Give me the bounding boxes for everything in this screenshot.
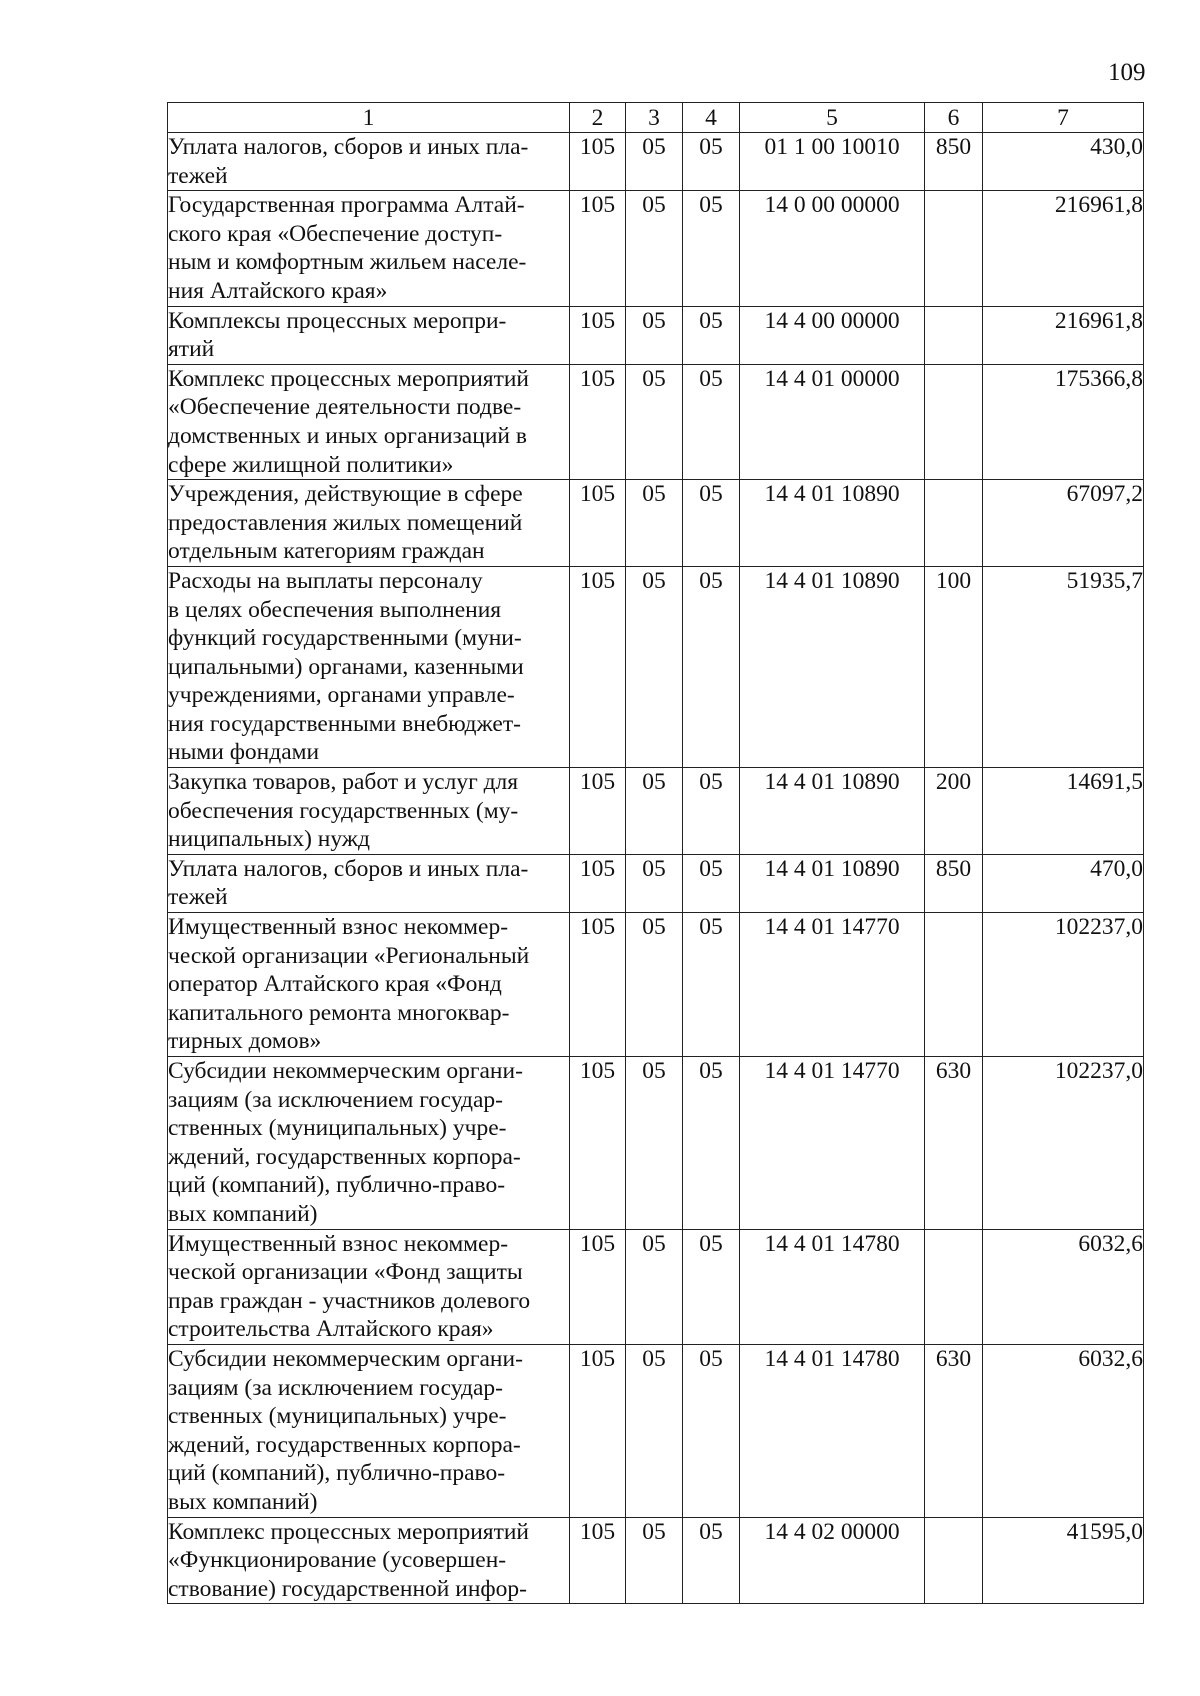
table-body	[168, 133, 1144, 1604]
ministry-code: 105	[570, 133, 626, 191]
expense-type-code	[925, 191, 983, 306]
ministry-code: 105	[570, 566, 626, 767]
expense-name-line: вых компаний)	[168, 1488, 318, 1515]
expense-name	[168, 133, 570, 191]
table-row	[168, 566, 1144, 767]
table-row	[168, 480, 1144, 567]
expense-name-line: ятий	[168, 336, 215, 363]
expense-name-line: сфере жилищной политики»	[168, 451, 454, 478]
expense-name	[168, 854, 570, 912]
table-row	[168, 768, 1144, 855]
target-article-code: 01 1 00 10010	[740, 133, 925, 191]
table-row	[168, 854, 1144, 912]
amount-value: 175366,8	[983, 364, 1144, 479]
expense-name-line: ствование) государственной инфор-	[168, 1575, 527, 1602]
expense-name-line: оператор Алтайского края «Фонд	[168, 971, 502, 998]
amount-value: 14691,5	[983, 768, 1144, 855]
expense-name-line: обеспечения государственных (му-	[168, 797, 519, 824]
expense-name-line: ственных (муниципальных) учре-	[168, 1115, 507, 1142]
expense-name-line: зациям (за исключением государ-	[168, 1086, 503, 1113]
section-code: 05	[626, 480, 683, 567]
expense-name-line: ческой организации «Региональный	[168, 942, 530, 969]
subsection-code: 05	[683, 306, 740, 364]
table-row	[168, 1517, 1144, 1604]
expense-name-line: зациям (за исключением государ-	[168, 1374, 503, 1401]
expense-name-line: Уплата налогов, сборов и иных пла-	[168, 134, 529, 160]
section-code: 05	[626, 306, 683, 364]
ministry-code: 105	[570, 1517, 626, 1604]
page-number: 109	[1108, 59, 1146, 86]
subsection-code: 05	[683, 1057, 740, 1230]
expense-name-line: ций (компаний), публично-право-	[168, 1460, 506, 1487]
expense-name-line: прав граждан - участников долевого	[168, 1287, 531, 1314]
amount-value: 41595,0	[983, 1517, 1144, 1604]
expense-name-line: Уплата налогов, сборов и иных пла-	[168, 855, 529, 882]
expense-type-code	[925, 480, 983, 567]
expense-name	[168, 566, 570, 767]
expense-name-line: домственных и иных организаций в	[168, 422, 527, 449]
ministry-code: 105	[570, 913, 626, 1057]
expense-name	[168, 364, 570, 479]
expense-name	[168, 1057, 570, 1230]
subsection-code: 05	[683, 768, 740, 855]
section-code: 05	[626, 1229, 683, 1344]
expense-name-line: Комплексы процессных меропри-	[168, 307, 507, 334]
table-row	[168, 1229, 1144, 1344]
expense-name-line: «Обеспечение деятельности подве-	[168, 394, 522, 421]
ministry-code: 105	[570, 1229, 626, 1344]
subsection-code: 05	[683, 854, 740, 912]
target-article-code: 14 4 01 14780	[740, 1344, 925, 1517]
column-number-row	[168, 103, 1144, 133]
ministry-code: 105	[570, 768, 626, 855]
expense-name-line: Субсидии некоммерческим органи-	[168, 1058, 523, 1084]
column-header-6: 6	[925, 103, 983, 133]
target-article-code: 14 4 01 14780	[740, 1229, 925, 1344]
subsection-code: 05	[683, 480, 740, 567]
ministry-code: 105	[570, 191, 626, 306]
expense-type-code: 850	[925, 133, 983, 191]
expense-name-line: ждений, государственных корпора-	[168, 1143, 521, 1170]
section-code: 05	[626, 1057, 683, 1230]
section-code: 05	[626, 913, 683, 1057]
expense-name-line: ниципальных) нужд	[168, 826, 370, 853]
ministry-code: 105	[570, 364, 626, 479]
expense-name-line: ния государственными внебюджет-	[168, 710, 521, 737]
expense-name-line: Имущественный взнос некоммер-	[168, 914, 509, 941]
ministry-code: 105	[570, 480, 626, 567]
section-code: 05	[626, 1344, 683, 1517]
subsection-code: 05	[683, 1344, 740, 1517]
amount-value: 67097,2	[983, 480, 1144, 567]
expense-type-code	[925, 306, 983, 364]
expense-type-code: 850	[925, 854, 983, 912]
expense-name-line: ния Алтайского края»	[168, 277, 388, 304]
table-row	[168, 1057, 1144, 1230]
expense-name	[168, 1344, 570, 1517]
expense-name-line: капитального ремонта многоквар-	[168, 999, 510, 1026]
amount-value: 102237,0	[983, 1057, 1144, 1230]
section-code: 05	[626, 133, 683, 191]
expense-name	[168, 913, 570, 1057]
expense-name-line: Государственная программа Алтай-	[168, 192, 525, 219]
target-article-code: 14 4 01 14770	[740, 1057, 925, 1230]
subsection-code: 05	[683, 191, 740, 306]
amount-value: 6032,6	[983, 1344, 1144, 1517]
expense-name-line: ственных (муниципальных) учре-	[168, 1403, 507, 1430]
expense-name-line: Субсидии некоммерческим органи-	[168, 1345, 523, 1372]
subsection-code: 05	[683, 1517, 740, 1604]
expense-type-code	[925, 1517, 983, 1604]
expense-name-line: тежей	[168, 884, 228, 911]
amount-value: 216961,8	[983, 306, 1144, 364]
target-article-code: 14 4 01 10890	[740, 854, 925, 912]
expense-type-code: 200	[925, 768, 983, 855]
section-code: 05	[626, 854, 683, 912]
ministry-code: 105	[570, 1057, 626, 1230]
table-row	[168, 133, 1144, 191]
expense-name	[168, 768, 570, 855]
expense-name	[168, 306, 570, 364]
expense-type-code	[925, 364, 983, 479]
table-row	[168, 191, 1144, 306]
expense-name-line: Закупка товаров, работ и услуг для	[168, 769, 519, 796]
expense-name-line: Комплекс процессных мероприятий	[168, 1518, 530, 1545]
column-header-1: 1	[168, 103, 570, 133]
expense-name-line: вых компаний)	[168, 1200, 318, 1227]
expense-name-line: ского края «Обеспечение доступ-	[168, 220, 503, 247]
expense-name-line: ципальными) органами, казенными	[168, 653, 524, 680]
expense-name-line: Учреждения, действующие в сфере	[168, 481, 523, 508]
expense-name	[168, 1229, 570, 1344]
section-code: 05	[626, 191, 683, 306]
section-code: 05	[626, 1517, 683, 1604]
amount-value: 216961,8	[983, 191, 1144, 306]
column-header-2: 2	[570, 103, 626, 133]
budget-table	[167, 102, 1144, 1604]
target-article-code: 14 4 01 10890	[740, 566, 925, 767]
subsection-code: 05	[683, 913, 740, 1057]
target-article-code: 14 4 01 14770	[740, 913, 925, 1057]
ministry-code: 105	[570, 306, 626, 364]
amount-value: 51935,7	[983, 566, 1144, 767]
ministry-code: 105	[570, 1344, 626, 1517]
expense-name-line: функций государственными (муни-	[168, 625, 522, 652]
column-header-3: 3	[626, 103, 683, 133]
expense-name	[168, 1517, 570, 1604]
table-row	[168, 1344, 1144, 1517]
amount-value: 470,0	[983, 854, 1144, 912]
expense-type-code	[925, 1229, 983, 1344]
expense-name-line: тежей	[168, 162, 228, 189]
expense-name-line: ций (компаний), публично-право-	[168, 1172, 506, 1199]
expense-name-line: ждений, государственных корпора-	[168, 1431, 521, 1458]
expense-name	[168, 480, 570, 567]
subsection-code: 05	[683, 1229, 740, 1344]
section-code: 05	[626, 768, 683, 855]
target-article-code: 14 4 01 10890	[740, 768, 925, 855]
expense-name-line: Расходы на выплаты персоналу	[168, 567, 483, 594]
amount-value: 102237,0	[983, 913, 1144, 1057]
expense-name-line: учреждениями, органами управле-	[168, 682, 515, 709]
table-row	[168, 306, 1144, 364]
target-article-code: 14 0 00 00000	[740, 191, 925, 306]
expense-type-code: 630	[925, 1344, 983, 1517]
column-header-4: 4	[683, 103, 740, 133]
expense-name-line: тирных домов»	[168, 1028, 322, 1055]
expense-name-line: ческой организации «Фонд защиты	[168, 1259, 523, 1286]
expense-name-line: Имущественный взнос некоммер-	[168, 1230, 509, 1257]
expense-name-line: «Функционирование (усовершен-	[168, 1547, 507, 1574]
expense-name-line: ным и комфортным жильем населе-	[168, 249, 527, 276]
column-header-5: 5	[740, 103, 925, 133]
expense-name-line: Комплекс процессных мероприятий	[168, 365, 530, 392]
column-header-7: 7	[983, 103, 1144, 133]
target-article-code: 14 4 02 00000	[740, 1517, 925, 1604]
expense-name-line: в целях обеспечения выполнения	[168, 596, 502, 623]
subsection-code: 05	[683, 133, 740, 191]
section-code: 05	[626, 566, 683, 767]
expense-name-line: строительства Алтайского края»	[168, 1316, 494, 1343]
amount-value: 6032,6	[983, 1229, 1144, 1344]
target-article-code: 14 4 01 10890	[740, 480, 925, 567]
expense-type-code	[925, 913, 983, 1057]
ministry-code: 105	[570, 854, 626, 912]
table-row	[168, 913, 1144, 1057]
expense-name-line: ными фондами	[168, 739, 320, 766]
expense-type-code: 100	[925, 566, 983, 767]
subsection-code: 05	[683, 566, 740, 767]
target-article-code: 14 4 01 00000	[740, 364, 925, 479]
expense-name-line: отдельным категориям граждан	[168, 538, 485, 565]
expense-type-code: 630	[925, 1057, 983, 1230]
table-row	[168, 364, 1144, 479]
expense-name-line: предоставления жилых помещений	[168, 509, 523, 536]
section-code: 05	[626, 364, 683, 479]
expense-name	[168, 191, 570, 306]
subsection-code: 05	[683, 364, 740, 479]
target-article-code: 14 4 00 00000	[740, 306, 925, 364]
amount-value: 430,0	[983, 133, 1144, 191]
